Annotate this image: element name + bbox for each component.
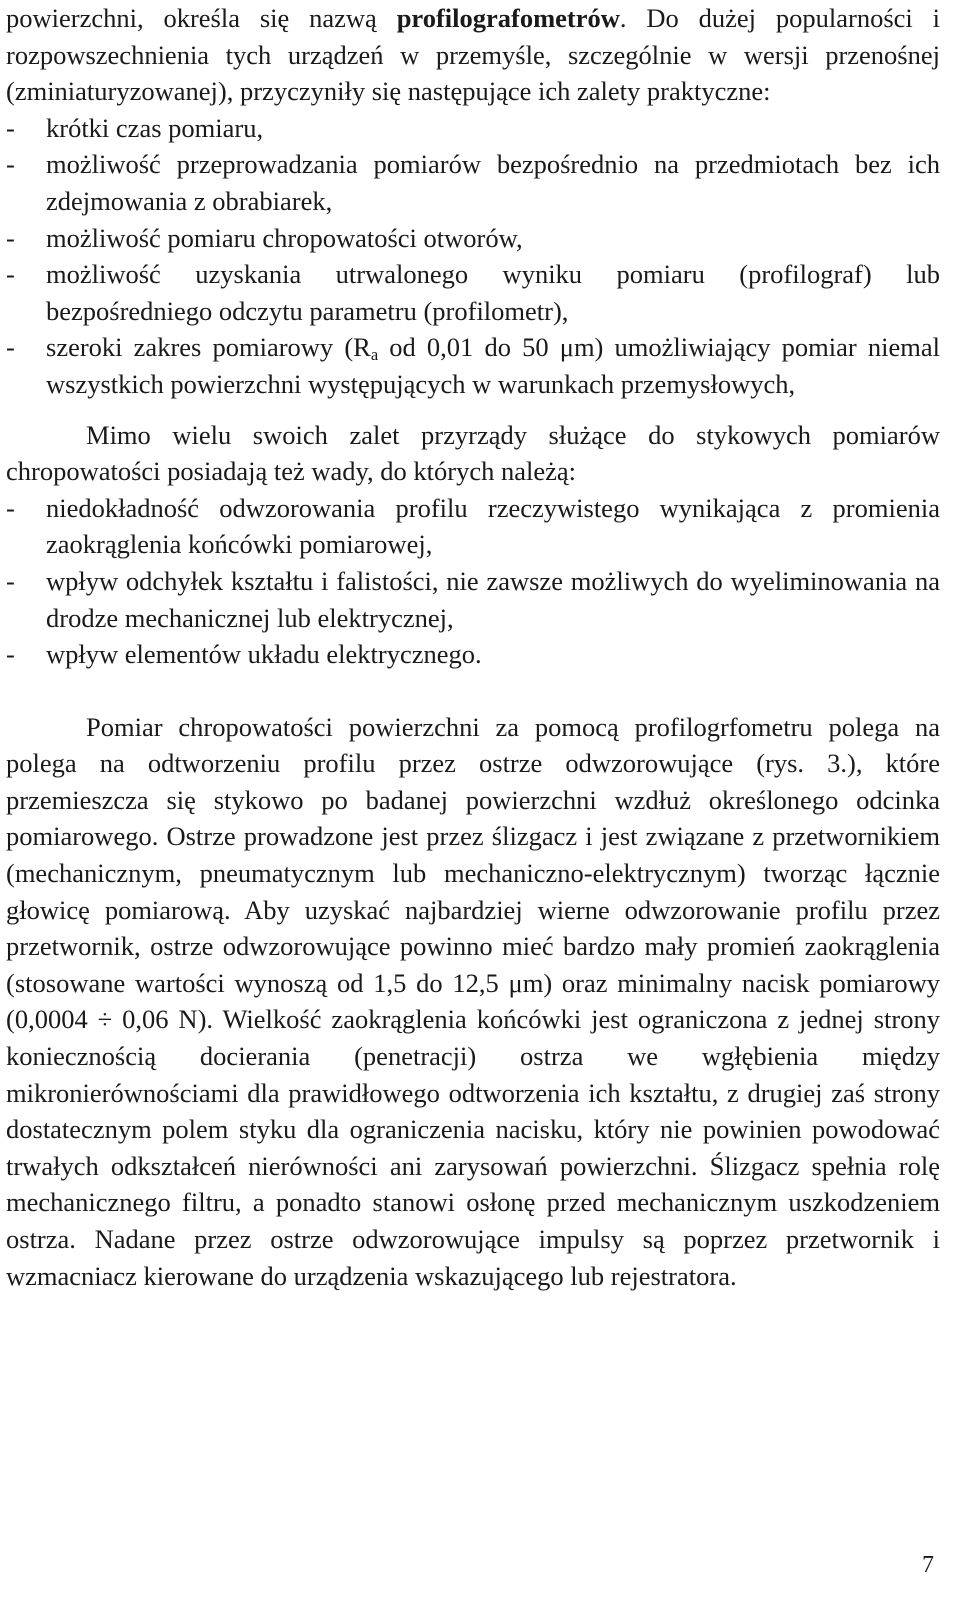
list-dash: - — [6, 259, 15, 290]
list-dash: - — [6, 492, 15, 523]
document-page — [6, 0, 940, 1294]
page-number: 7 — [922, 1552, 934, 1578]
list-item: - niedokładność odwzorowania profilu rzeczywistego wynikająca z promienia zaokrąglenia końcówki pomiarowej, — [6, 490, 940, 563]
list-dash: - — [6, 222, 15, 253]
list-item: - możliwość pomiaru chropowatości otworów, — [6, 220, 940, 257]
drawbacks-intro-paragraph: Mimo wielu swoich zalet przyrządy służące do stykowych pomiarów chropowatości posiadają też wady, do których należą: — [6, 419, 940, 487]
drawbacks-list — [6, 490, 940, 673]
list-item-range: - szeroki zakres pomiarowy ($R_a$ od 0,01 do 50 μm) umożliwiający pomiar niemal wszystkich powierzchni występujących w warunkach przemysłowych, — [6, 329, 940, 402]
list-item: - możliwość przeprowadzania pomiarów bezpośrednio na przedmiotach bez ich zdejmowania z obrabiarek, — [6, 146, 940, 219]
list-dash: - — [6, 565, 15, 596]
intro-paragraph — [6, 0, 940, 110]
list-dash: - — [6, 639, 15, 670]
intro-bold-term: profilografometrów — [396, 3, 620, 33]
list-dash: - — [6, 332, 15, 363]
subscript-a: a — [370, 345, 379, 365]
intro-text-end: . Do dużej popularności i rozpowszechnienia tych urządzeń w przemyśle, szczególnie w wersji przenośnej (zminiaturyzowanej), przyczyniły się następujące ich zalety praktyczne: — [6, 3, 940, 107]
intro-text-start: powierzchni, określa się nazwą — [6, 3, 397, 33]
list-item: - wpływ odchyłek kształtu i falistości, nie zawsze możliwych do wyeliminowania na drodze mechanicznej lub elektrycznej, — [6, 563, 940, 636]
list-item: - krótki czas pomiaru, — [6, 110, 940, 147]
list-dash: - — [6, 112, 15, 143]
list-item: - wpływ elementów układu elektrycznego. — [6, 636, 940, 673]
list-item: - możliwość uzyskania utrwalonego wyniku pomiaru (profilograf) lub bezpośredniego odczytu parametru (profilometr), — [6, 256, 940, 329]
method-paragraph: Pomiar chropowatości powierzchni za pomocą profilogrfometru polega na polega na odtworzeniu profilu przez ostrze odwzorowujące (rys. 3.), które przemieszcza się stykowo po badanej powierzchni wzdłuż określonego odcinka pomiarowego. Ostrze prowadzone jest przez ślizgacz i jest związane z przetwornikiem (mechanicznym, pneumatycznym lub mechaniczno-elektrycznym) tworząc łącznie głowicę pomiarową. Aby uzyskać najbardziej wierne odwzorowanie profilu przez przetwornik, ostrze odwzorowujące powinno mieć bardzo mały promień zaokrąglenia (stosowane wartości wynoszą od 1,5 do 12,5 μm) oraz minimalny nacisk pomiarowy (0,0004 ÷ 0,06 N). Wielkość zaokrąglenia końcówki jest ograniczona z jednej strony koniecznością docierania (penetracji) ostrza we wgłębienia między mikronierównościami dla prawidłowego odtworzenia ich kształtu, z drugiej zaś strony dostatecznym polem styku dla ograniczenia nacisku, który nie powinien powodować trwałych odkształceń nierówności ani zarysowań powierzchni. Ślizgacz spełnia rolę mechanicznego filtru, a ponadto stanowi osłonę przed mechanicznym uszkodzeniem ostrza. Nadane przez ostrze odwzorowujące impulsy są poprzez przetwornik i wzmacniacz kierowane do urządzenia wskazującego lub rejestratora. — [6, 711, 940, 1291]
list-dash: - — [6, 149, 15, 180]
advantages-list — [6, 110, 940, 403]
